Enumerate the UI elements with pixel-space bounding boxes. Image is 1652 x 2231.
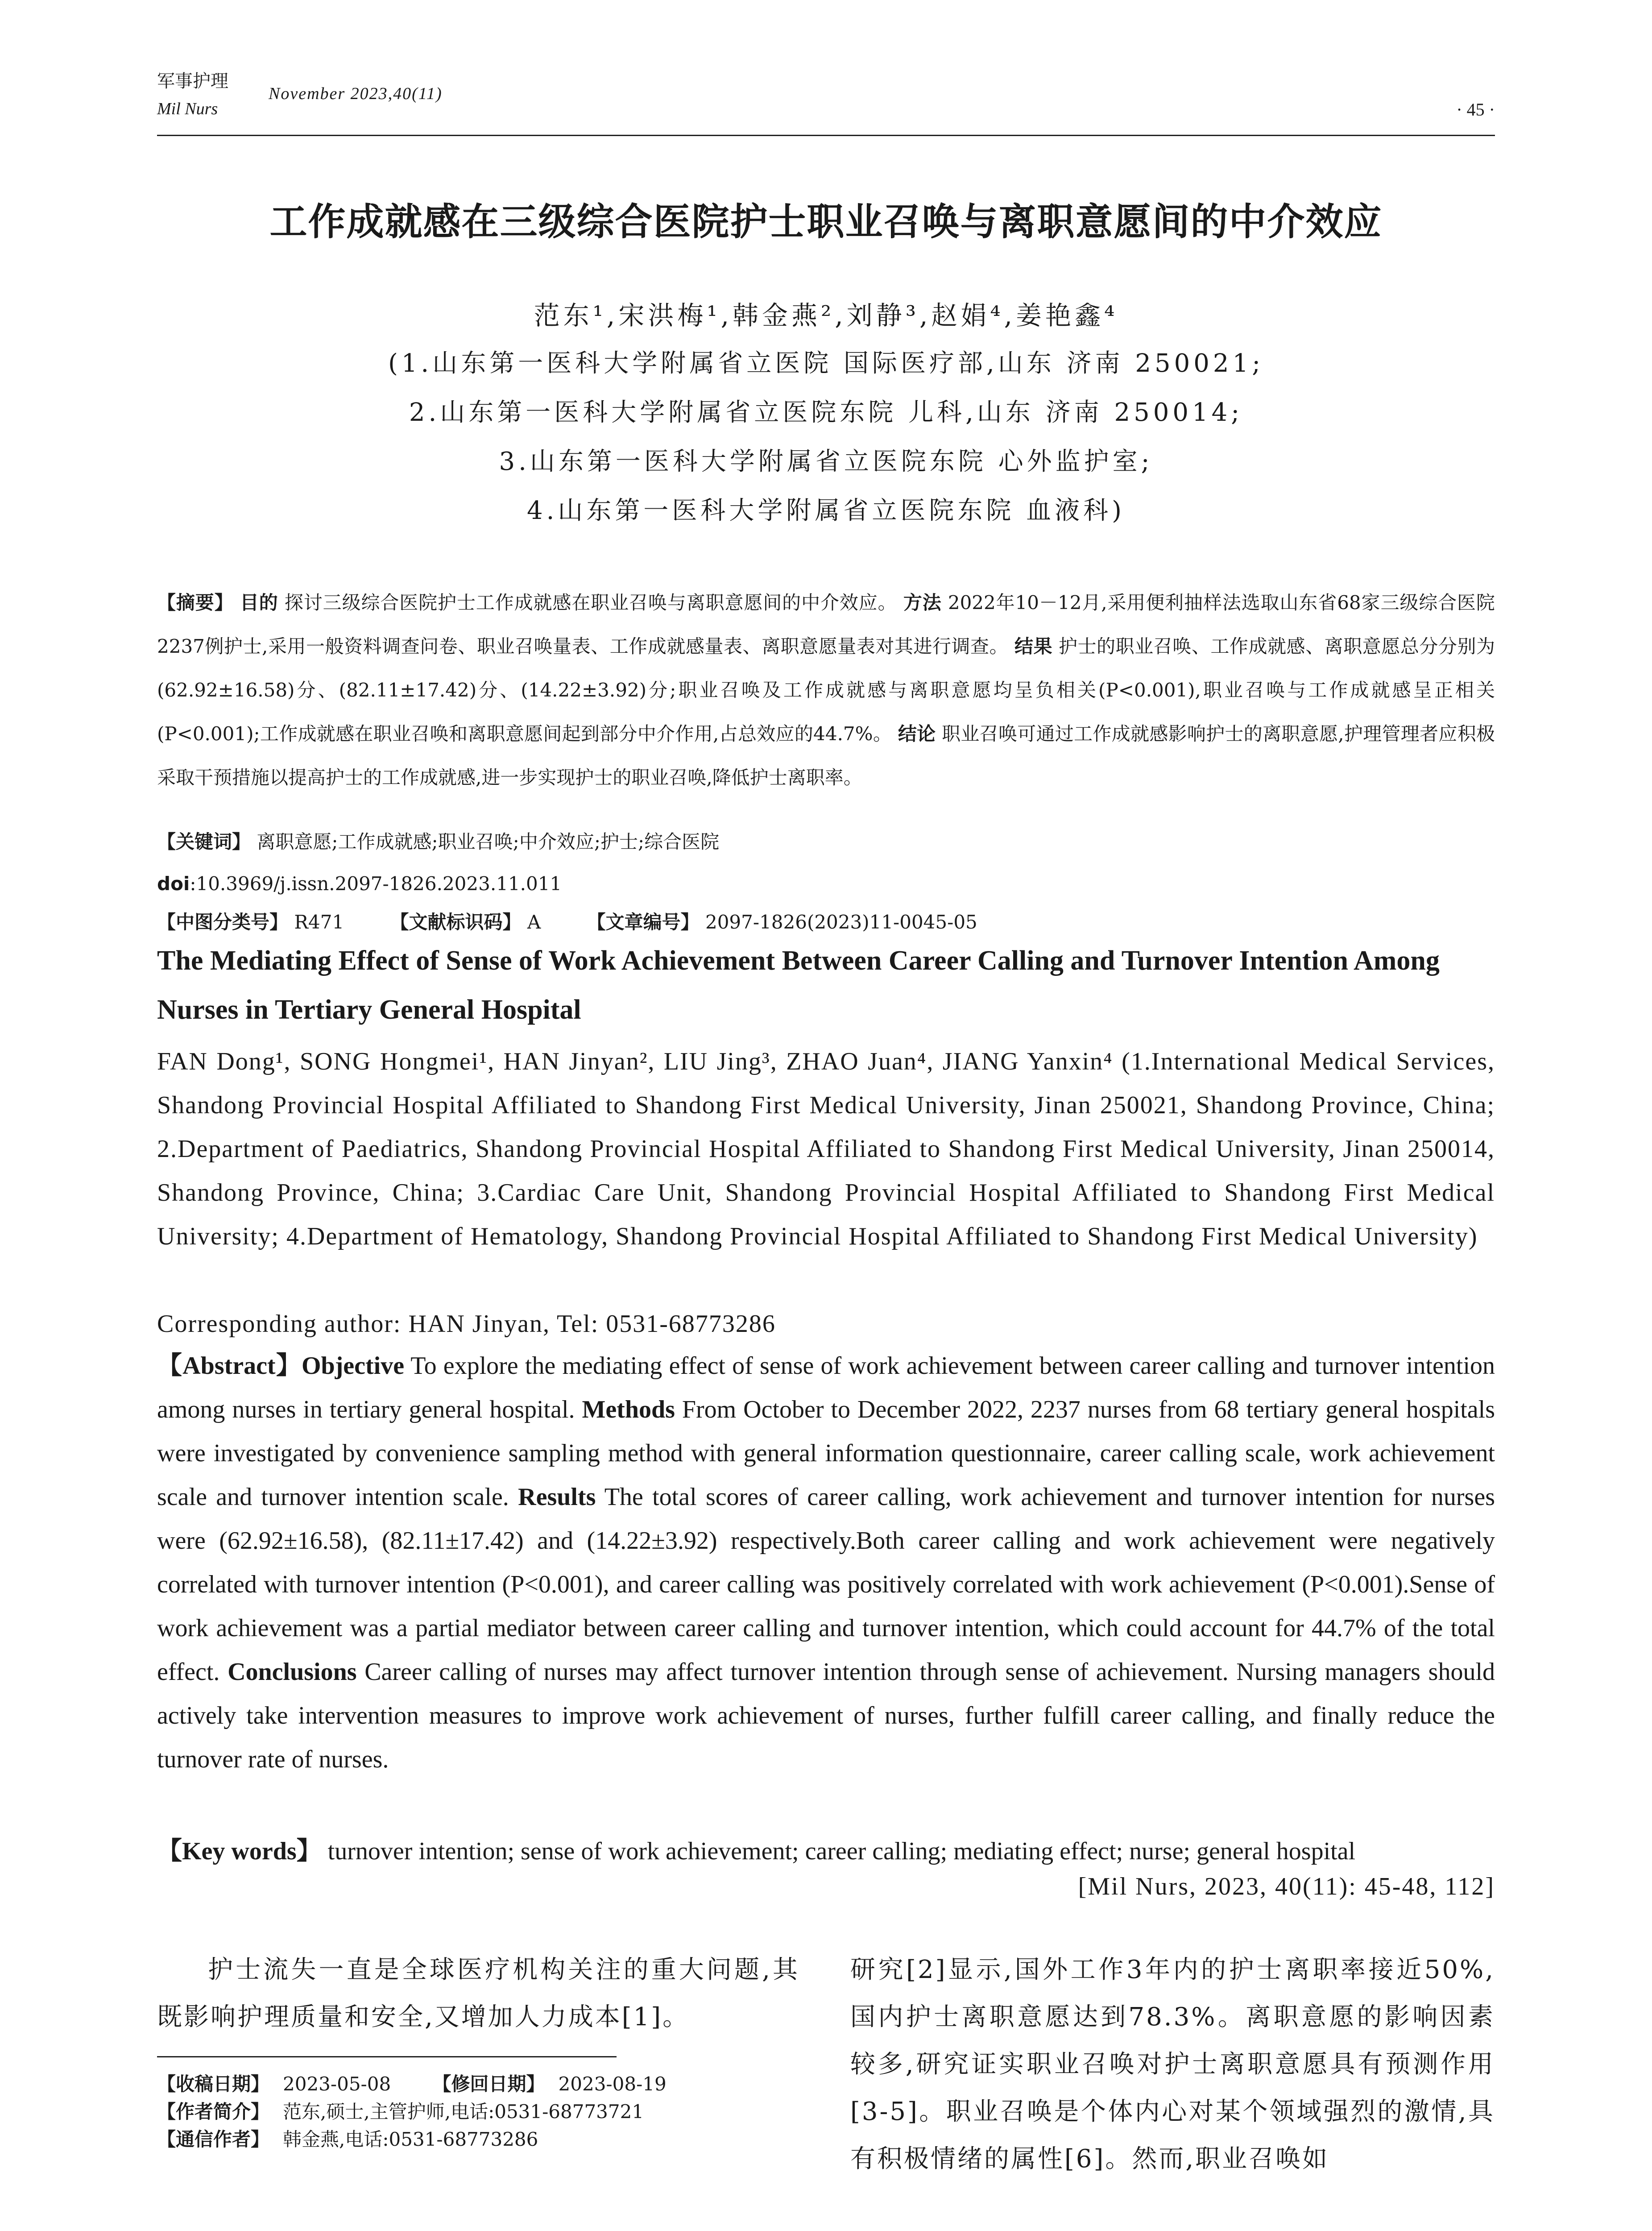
abstract-en-label: 【Abstract】	[157, 1352, 302, 1380]
doc-code-label: 【文献标识码】	[390, 911, 522, 933]
journal-name-cn: 军事护理	[157, 71, 228, 91]
results-en-label: Results	[518, 1483, 596, 1511]
article-title-cn: 工作成就感在三级综合医院护士职业召唤与离职意愿间的中介效应	[269, 200, 1383, 244]
footnote-corresponding	[157, 2126, 538, 2153]
article-title-en: The Mediating Effect of Sense of Work Achievement Between Career Calling and Turnover Intention Among Nurses in Tertiary General Hospital	[157, 945, 1440, 1025]
keywords-cn-label: 【关键词】	[157, 831, 251, 853]
issue-date: November 2023,40(11)	[269, 84, 443, 103]
affiliation-cn-4: 4.山东第一医科大学附属省立医院东院 血液科)	[526, 496, 1126, 525]
received-label: 【收稿日期】	[157, 2073, 270, 2095]
objective-cn-text: 探讨三级综合医院护士工作成就感在职业召唤与离职意愿间的中介效应。	[284, 592, 897, 614]
doi-label: doi	[157, 873, 190, 895]
results-cn-text: 护士的职业召唤、工作成就感、离职意愿总分分别为(62.92±16.58)分、(82.11±17.42)分、(14.22±3.92)分;职业召唤及工作成就感与离职意愿均呈负相关(P<0.001),职业召唤与工作成就感呈正相关(P<0.001);工作成就感在职业召唤和离职意愿间起到部分中介作用,占总效应的44.7%。	[157, 635, 1495, 745]
author-bio: 范东,硕士,主管护师,电话:0531-68773721	[283, 2101, 644, 2123]
body-column-left	[157, 1946, 799, 2041]
results-cn-label: 结果	[1014, 635, 1053, 657]
abstract-cn	[157, 581, 1495, 800]
authors-affiliations-en: FAN Dong¹, SONG Hongmei¹, HAN Jinyan², LIU Jing³, ZHAO Juan⁴, JIANG Yanxin⁴ (1.International Medical Services, Shandong Provincial Hospital Affiliated to Shandong First Medical University, Jinan 250021, Shandong Province, China; 2.Department of Paediatrics, Shandong Provincial Hospital Affiliated to Shandong First Medical University, Jinan 250014, Shandong Province, China; 3.Cardiac Care Unit, Shandong Provincial Hospital Affiliated to Shandong First Medical University; 4.Department of Hematology, Shandong Provincial Hospital Affiliated to Shandong First Medical University)	[157, 1048, 1495, 1250]
citation: [Mil Nurs, 2023, 40(11): 45-48, 112]	[1078, 1873, 1495, 1900]
doi-line	[157, 862, 1495, 906]
abstract-cn-label: 【摘要】	[157, 592, 234, 614]
revised-date: 2023-08-19	[558, 2073, 667, 2095]
methods-cn-label: 方法	[903, 592, 942, 614]
conclusion-cn-text: 职业召唤可通过工作成就感影响护士的离职意愿,护理管理者应积极采取干预措施以提高护士的工作成就感,进一步实现护士的职业召唤,降低护士离职率。	[157, 723, 1495, 788]
doi-value[interactable]: :10.3969/j.issn.2097-1826.2023.11.011	[190, 873, 562, 895]
corresponding-label: 【通信作者】	[157, 2128, 270, 2150]
footnote-dates	[157, 2070, 667, 2098]
corresponding-author-en: Corresponding author: HAN Jinyan, Tel: 0531-68773286	[157, 1310, 776, 1338]
keywords-cn-text: 离职意愿;工作成就感;职业召唤;中介效应;护士;综合医院	[257, 831, 720, 853]
conclusions-en-text: Career calling of nurses may affect turnover intention through sense of achievement. Nursing managers should actively take intervention measures to improve work achievement of nurses, further fulfill career calling, and finally reduce the turnover rate of nurses.	[157, 1658, 1495, 1773]
abstract-en	[157, 1344, 1495, 1781]
methods-en-label: Methods	[582, 1396, 675, 1423]
clc-label: 【中图分类号】	[157, 911, 289, 933]
conclusion-cn-label: 结论	[898, 723, 936, 745]
journal-name-en: Mil Nurs	[157, 100, 218, 118]
objective-en-label: Objective	[301, 1352, 405, 1380]
conclusions-en-label: Conclusions	[228, 1658, 357, 1686]
body-column-right: 研究[2]显示,国外工作3年内的护士离职率接近50%,国内护士离职意愿达到78.3%。离职意愿的影响因素较多,研究证实职业召唤对护士离职意愿具有预测作用[3-5]。职业召唤是个体内心对某个领域强烈的激情,具有积极情绪的属性[6]。然而,职业召唤如	[850, 1955, 1495, 2173]
article-no-value: 2097-1826(2023)11-0045-05	[705, 911, 977, 933]
footnote-author	[157, 2098, 644, 2126]
results-en-text: The total scores of career calling, work achievement and turnover intention for nurses were (62.92±16.58), (82.11±17.42) and (14.22±3.92) respectively.Both career calling and work achievement were negatively correlated with turnover intention (P<0.001), and career calling was positively correlated with work achievement (P<0.001).Sense of work achievement was a partial mediator between career calling and turnover intention, which could account for 44.7% of the total effect.	[157, 1483, 1495, 1686]
header-rule	[157, 135, 1495, 136]
keywords-en-label: 【Key words】	[157, 1837, 322, 1865]
article-no-label: 【文章编号】	[587, 911, 700, 933]
footnote-rule	[157, 2056, 617, 2057]
page-number: · 45 ·	[1456, 100, 1495, 120]
keywords-cn	[157, 820, 1495, 864]
corresponding-info: 韩金燕,电话:0531-68773286	[283, 2128, 538, 2150]
keywords-en-text: turnover intention; sense of work achievement; career calling; mediating effect; nurse; general hospital	[327, 1837, 1356, 1865]
authors-cn: 范东¹,宋洪梅¹,韩金燕²,刘静³,赵娟⁴,姜艳鑫⁴	[534, 300, 1118, 331]
received-date: 2023-05-08	[283, 2073, 391, 2095]
author-bio-label: 【作者简介】	[157, 2101, 270, 2123]
affiliation-cn-3: 3.山东第一医科大学附属省立医院东院 心外监护室;	[499, 447, 1153, 476]
methods-en-text: From October to December 2022, 2237 nurses from 68 tertiary general hospitals were investigated by convenience sampling method with general information questionnaire, career calling scale, work achievement scale and turnover intention scale.	[157, 1396, 1495, 1511]
doc-code-value: A	[527, 911, 541, 933]
clc-value: R471	[294, 911, 344, 933]
objective-cn-label: 目的	[240, 592, 278, 614]
revised-label: 【修回日期】	[432, 2073, 545, 2095]
objective-en-text: To explore the mediating effect of sense of work achievement between career calling and turnover intention among nurses in tertiary general hospital.	[157, 1352, 1495, 1423]
methods-cn-text: 2022年10－12月,采用便利抽样法选取山东省68家三级综合医院2237例护士,采用一般资料调查问卷、职业召唤量表、工作成就感量表、离职意愿量表对其进行调查。	[157, 592, 1495, 657]
affiliation-cn-2: 2.山东第一医科大学附属省立医院东院 儿科,山东 济南 250014;	[409, 398, 1243, 427]
affiliation-cn-1: (1.山东第一医科大学附属省立医院 国际医疗部,山东 济南 250021;	[388, 349, 1264, 378]
body-left-text: 护士流失一直是全球医疗机构关注的重大问题,其既影响护理质量和安全,又增加人力成本[1]。	[157, 1955, 799, 2032]
keywords-en	[157, 1829, 1495, 1873]
